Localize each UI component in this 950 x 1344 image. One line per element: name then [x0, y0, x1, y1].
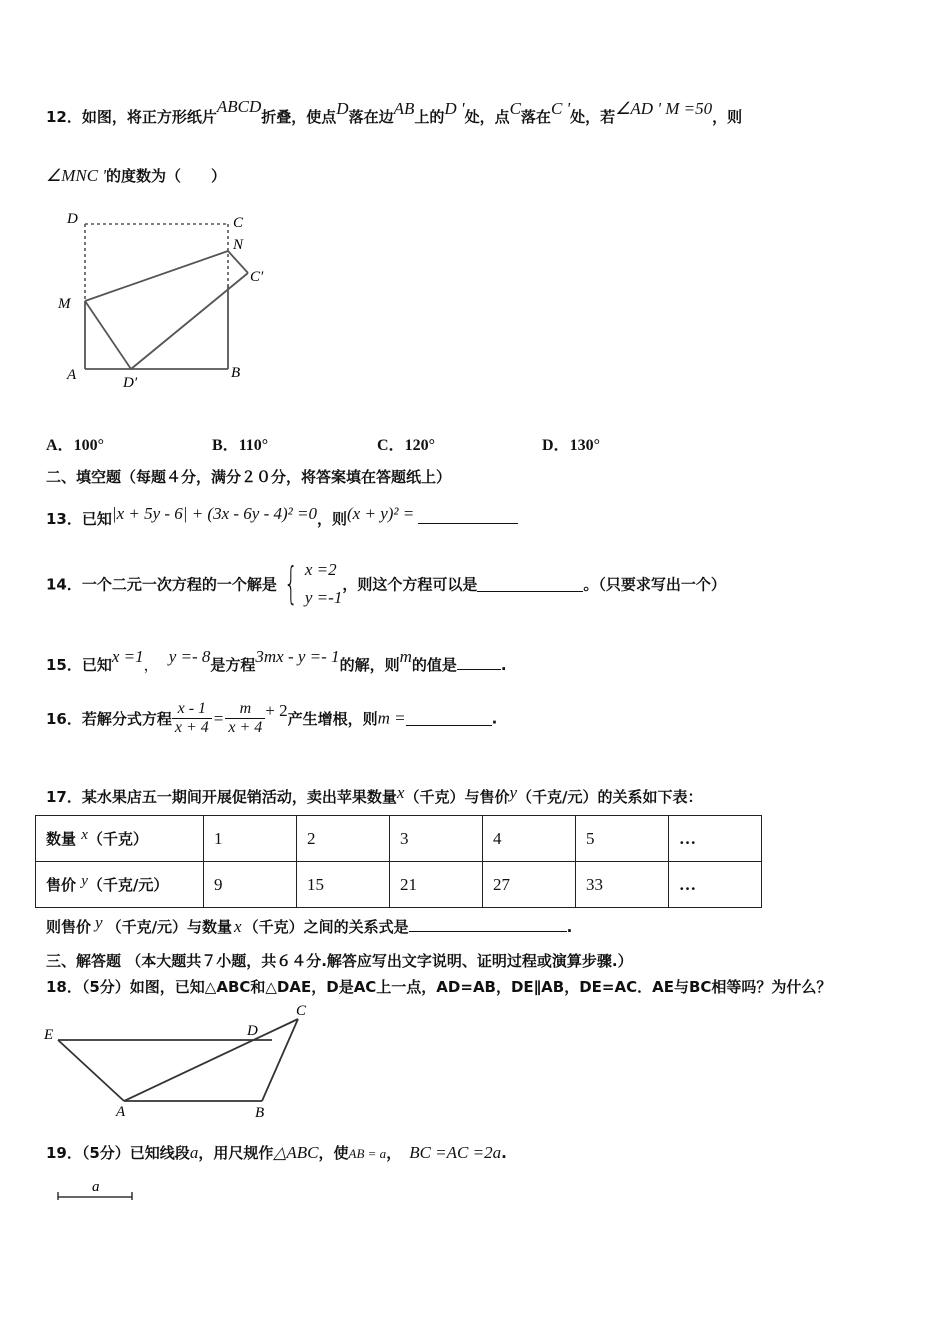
q12-line2: ∠MNC '的度数为（ ） — [46, 166, 226, 185]
table-row — [36, 816, 762, 862]
q17-answer-blank[interactable] — [409, 917, 567, 932]
q17-table — [35, 815, 762, 908]
q14: 14．一个二元一次方程的一个解是 { x =2 y =-1 ，则这个方程可以是 。（只要求写出一个） — [46, 556, 726, 612]
table-cell: 9 — [204, 862, 297, 908]
q14-system: x =2 y =-1 — [304, 560, 343, 607]
q17: 17．某水果店五一期间开展促销活动，卖出苹果数量x（千克）与售价y（千克/元）的关系如下表： — [46, 783, 703, 806]
section3-title: 三、解答题 （本大题共７小题，共６４分.解答应写出文字说明、证明过程或演算步骤.） — [46, 952, 633, 970]
q13-answer-blank[interactable] — [418, 509, 518, 524]
label-B: B — [231, 365, 241, 381]
section2-title: 二、填空题（每题４分，满分２０分，将答案填在答题纸上） — [46, 468, 452, 486]
table-row — [36, 862, 762, 908]
q15-answer-blank[interactable] — [457, 655, 501, 670]
table-cell: 21 — [390, 862, 483, 908]
table-cell: 27 — [483, 862, 576, 908]
label-Cp: C′ — [250, 269, 264, 285]
table-cell: 2 — [297, 816, 390, 862]
fraction-left: $\frac{x - 1}{x + 4}$ — [172, 700, 212, 737]
q19: 19．（5分）已知线段a，用尺规作△ABC，使AB = a， BC =AC =2a. — [46, 1143, 507, 1162]
q13: 13．已知|x + 5y - 6| + (3x - 6y - 4)² =0，则(x + y)² = — [46, 508, 518, 529]
q12-option-a: A．100° — [46, 437, 104, 454]
label-B: B — [255, 1105, 265, 1121]
segment-label-a: a — [92, 1179, 100, 1195]
label-M: M — [58, 296, 71, 312]
q18-lines — [58, 1019, 298, 1101]
label-A: A — [67, 367, 77, 383]
label-C: C — [233, 215, 244, 231]
q16: 16．若解分式方程 $\frac{x - 1}{x + 4}$ = $\frac{m}{x + 4}$ + 2产生增根，则m = . — [46, 700, 498, 736]
q12-figure — [55, 205, 285, 395]
q17-followup: 则售价 y （千克/元）与数量 x （千克）之间的关系式是 . — [46, 913, 573, 936]
table-cell: 15 — [297, 862, 390, 908]
label-N: N — [233, 237, 244, 253]
table-header-quantity: 数量 x（千克） — [36, 816, 204, 862]
label-E: E — [44, 1027, 54, 1043]
table-cell: 4 — [483, 816, 576, 862]
label-Dp: D′ — [123, 375, 138, 391]
q19-segment-figure — [50, 1178, 140, 1204]
q14-answer-blank[interactable] — [477, 577, 583, 592]
q18-text: 18．（5分）如图，已知△ABC和△DAE，D是AC上一点，AD=AB，DE∥AB，DE=AC．AE与BC相等吗？为什么？ — [46, 978, 832, 996]
q12-line1: 12．如图，将正方形纸片ABCD折叠，使点D落在边AB上的D '处，点C落在C '处，若∠AD ' M =50，则 — [46, 97, 743, 126]
table-cell: … — [669, 862, 762, 908]
fraction-right: $\frac{m}{x + 4}$ — [225, 700, 265, 737]
table-cell: 5 — [576, 816, 669, 862]
q18-figure — [40, 1000, 320, 1125]
table-cell: … — [669, 816, 762, 862]
q16-answer-blank[interactable] — [406, 711, 492, 726]
table-header-price: 售价 y（千克/元） — [36, 862, 204, 908]
q12-option-d: D．130° — [542, 437, 600, 454]
label-D: D — [67, 211, 78, 227]
label-C: C — [296, 1003, 307, 1019]
dashed-square-edges — [85, 224, 228, 301]
table-cell: 33 — [576, 862, 669, 908]
label-D: D — [247, 1023, 258, 1039]
q15: 15．已知x =1， y =- 8是方程3mx - y =- 1的解，则m的值是 . — [46, 647, 507, 674]
table-cell: 1 — [204, 816, 297, 862]
q12-option-b: B．110° — [212, 437, 269, 454]
table-cell: 3 — [390, 816, 483, 862]
label-A: A — [116, 1104, 126, 1120]
brace-icon: { — [283, 558, 298, 609]
solid-edges — [85, 251, 248, 369]
q12-option-c: C．120° — [377, 437, 435, 454]
